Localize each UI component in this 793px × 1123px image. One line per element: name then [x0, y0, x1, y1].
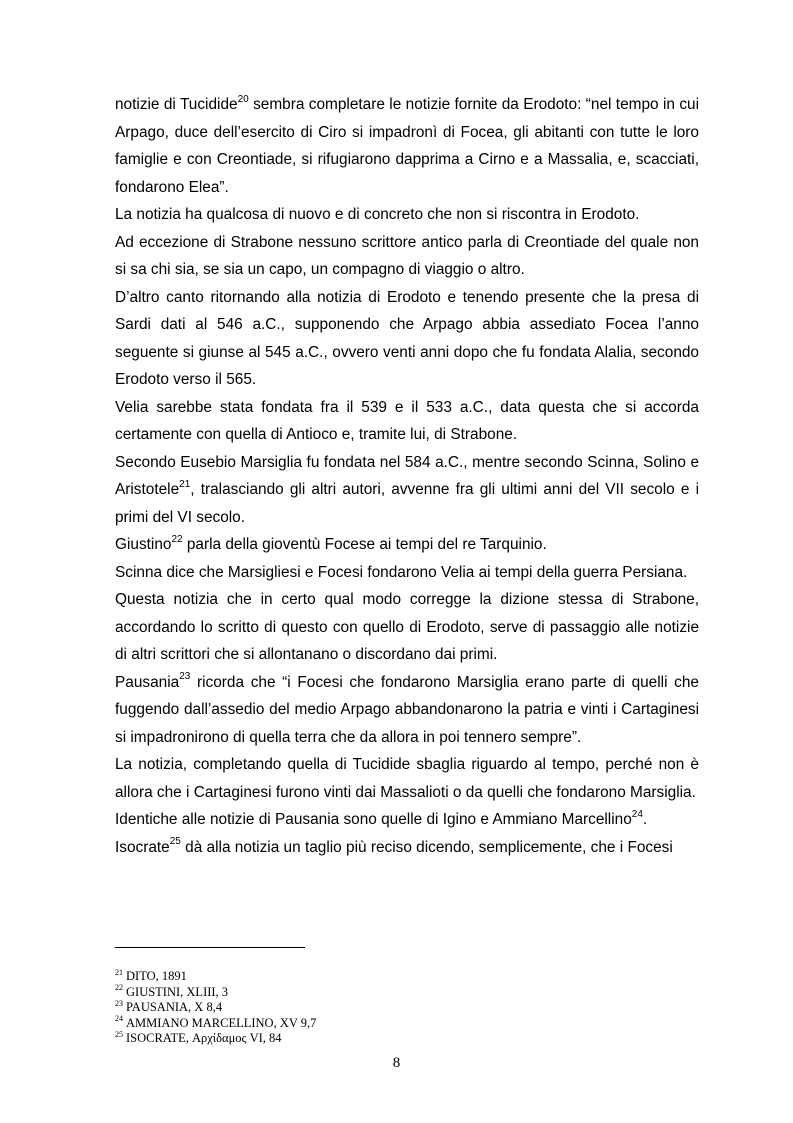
- paragraph-text: ricorda che “i Focesi che fondarono Marsiglia erano parte di quelli che fuggendo dall’assedio del medio Arpago abbandonarono la patria e vinti i Cartaginesi si impadronirono di quella terra che da allora in poi tennero sempre”.: [115, 673, 699, 746]
- footnote-ref-25: 25: [169, 836, 181, 848]
- paragraph-9: [115, 586, 699, 669]
- paragraph-text: Secondo Eusebio Marsiglia fu fondata nel 584 a.C., mentre secondo Scinna, Solino e Aristotele: [115, 453, 699, 498]
- footnote-separator: [115, 947, 305, 948]
- footnote-number: 22: [115, 983, 123, 993]
- paragraph-5: [115, 394, 699, 449]
- footnote-text: AMMIANO MARCELLINO, XV 9,7: [126, 1015, 317, 1030]
- paragraph-text: Scinna dice che Marsigliesi e Focesi fondarono Velia ai tempi della guerra Persiana.: [115, 563, 688, 581]
- footnote-ref-23: 23: [179, 671, 191, 683]
- paragraph-8: [115, 559, 699, 587]
- footnote-24: [115, 1016, 699, 1032]
- footnotes: [115, 969, 699, 1047]
- paragraph-text: Identiche alle notizie di Pausania sono quelle di Igino e Ammiano Marcellino: [115, 811, 632, 828]
- paragraph-13: [115, 834, 699, 862]
- paragraph-10: [115, 669, 699, 752]
- paragraph-text: D’altro canto ritornando alla notizia di Erodoto e tenendo presente che la presa di Sardi dati al 546 a.C., supponendo che Arpago abbia assediato Focea l’anno seguente si giunse al 545 a.C., ovvero venti anni dopo che fu fondata Alalia, secondo Erodoto verso il 565.: [115, 288, 699, 388]
- footnote-text: GIUSTINI, XLIII, 3: [126, 984, 229, 999]
- footnote-ref-20: 20: [237, 93, 249, 105]
- footnote-21: [115, 969, 699, 985]
- paragraph-text: sembra completare le notizie fornite da Erodoto: “nel tempo in cui Arpago, duce dell’esercito di Ciro si impadronì di Focea, gli abitanti con tutte le loro famiglie e con Creontiade, si rifugiarono dapprima a Cirno e a Massalia, e, scacciati, fondarono Elea”.: [115, 96, 700, 196]
- paragraph-text: .: [642, 811, 648, 828]
- paragraph-2: [115, 201, 699, 229]
- paragraph-text: , tralasciando gli altri autori, avvenne fra gli ultimi anni del VII secolo e i primi del VI secolo.: [115, 481, 699, 526]
- paragraph-7: [115, 531, 699, 559]
- paragraph-text: Pausania: [115, 673, 180, 691]
- paragraph-text: Ad eccezione di Strabone nessuno scrittore antico parla di Creontiade del quale non si sa chi sia, se sia un capo, un compagno di viaggio o altro.: [115, 233, 699, 278]
- paragraph-6: [115, 449, 699, 532]
- paragraph-text: La notizia, completando quella di Tucidide sbaglia riguardo al tempo, perché non è allora che i Cartaginesi furono vinti dai Massalioti o da quelli che fondarono Marsiglia.: [115, 756, 699, 801]
- paragraph-text: Questa notizia che in certo qual modo corregge la dizione stessa di Strabone, accordando lo scritto di questo con quello di Erodoto, serve di passaggio alle notizie di altri scrittori che si allontanano o discordano dai primi.: [115, 591, 699, 663]
- footnote-text: ISOCRATE, Αρχίδαμος VI, 84: [126, 1031, 282, 1045]
- footnote-number: 25: [115, 1029, 123, 1039]
- paragraph-text: Velia sarebbe stata fondata fra il 539 e il 533 a.C., data questa che si accorda certamente con quella di Antioco e, tramite lui, di Strabone.: [115, 398, 699, 443]
- paragraph-text: dà alla notizia un taglio più reciso dicendo, semplicemente, che i Focesi: [180, 838, 673, 856]
- footnote-text: PAUSANIA, X 8,4: [126, 1000, 223, 1014]
- footnote-number: 23: [115, 998, 123, 1008]
- paragraph-text: Giustino: [115, 536, 172, 553]
- footnote-text: DITO, 1891: [126, 969, 187, 983]
- paragraph-1: [115, 91, 699, 201]
- paragraph-11: [115, 751, 699, 806]
- footnote-number: 21: [115, 967, 123, 977]
- footnote-ref-24: 24: [631, 808, 643, 820]
- footnote-number: 24: [115, 1014, 123, 1024]
- paragraph-text: notizie di Tucidide: [115, 96, 238, 113]
- paragraph-text: parla della gioventù Focese ai tempi del re Tarquinio.: [182, 536, 547, 553]
- paragraph-text: La notizia ha qualcosa di nuovo e di concreto che non si riscontra in Erodoto.: [115, 206, 640, 223]
- paragraph-4: [115, 284, 699, 394]
- footnote-ref-21: 21: [179, 478, 191, 490]
- body-text: [115, 91, 699, 861]
- footnote-ref-22: 22: [171, 533, 183, 545]
- page-number: 8: [392, 1055, 401, 1071]
- paragraph-3: [115, 229, 699, 284]
- footnote-25: [115, 1031, 699, 1047]
- footnote-23: [115, 1000, 699, 1016]
- footnote-22: [115, 985, 699, 1001]
- paragraph-12: [115, 806, 699, 834]
- paragraph-text: Isocrate: [115, 838, 170, 856]
